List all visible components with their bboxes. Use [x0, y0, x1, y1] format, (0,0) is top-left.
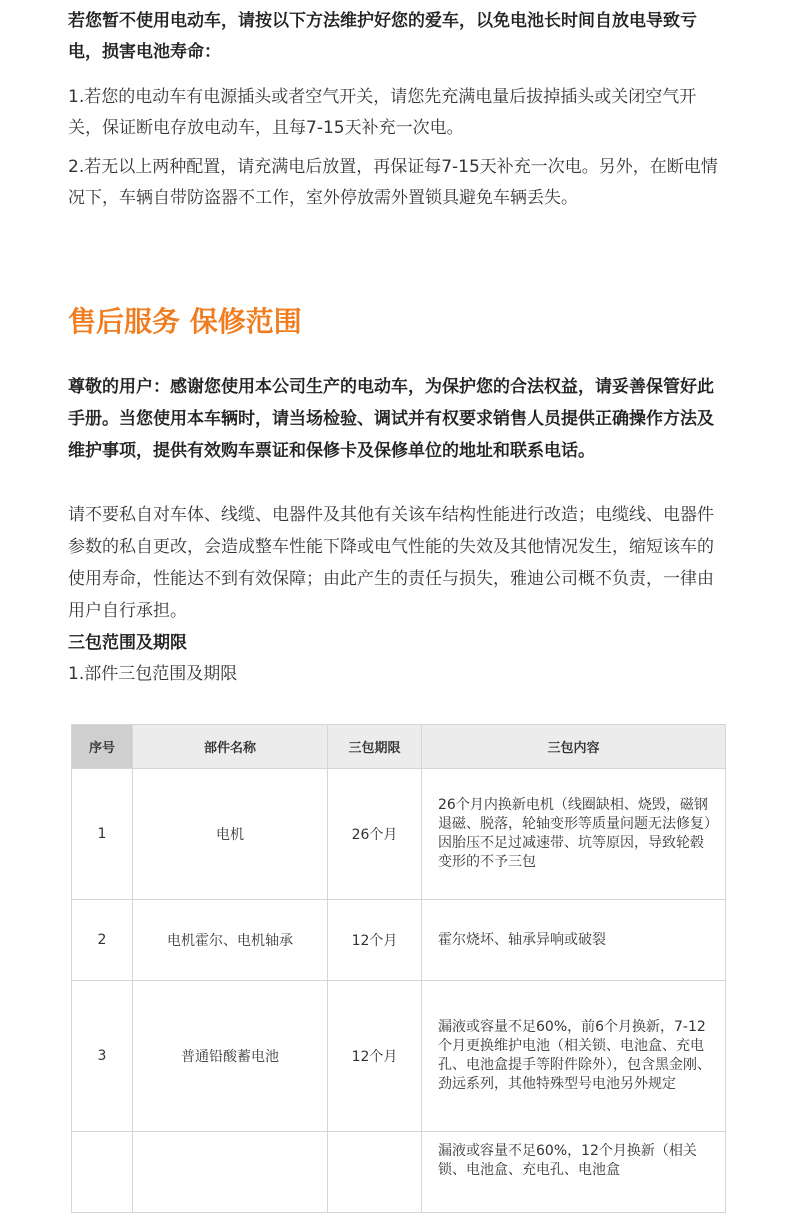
row-period: 26个月: [328, 769, 422, 900]
row-no: 3: [72, 981, 133, 1132]
table-row: [72, 981, 726, 1132]
row-no: 2: [72, 900, 133, 981]
care-item-1: 1.若您的电动车有电源插头或者空气开关，请您先充满电量后拔掉插头或关闭空气开关，保证断电存放电动车，且每7-15天补充一次电。: [68, 87, 697, 138]
row-period: 12个月: [328, 981, 422, 1132]
row-content: 漏液或容量不足60%，前6个月换新，7-12个月更换维护电池（相关锁、电池盒、充电孔、电池盒提手等附件除外），包含黑金刚、劲远系列，其他特殊型号电池另外规定: [422, 981, 726, 1132]
row-no: 1: [72, 769, 133, 900]
warranty-heading: 三包范围及期限: [68, 633, 187, 653]
row-no: [72, 1132, 133, 1213]
care-item-2: 2.若无以上两种配置，请充满电后放置，再保证每7-15天补充一次电。另外，在断电情况下，车辆自带防盗器不工作，室外停放需外置锁具避免车辆丢失。: [68, 157, 718, 208]
respect-paragraph: 尊敬的用户：感谢您使用本公司生产的电动车，为保护您的合法权益，请妥善保管好此手册。当您使用本车辆时，请当场检验、调试并有权要求销售人员提供正确操作方法及维护事项，提供有效购车票证和保修卡及保修单位的地址和联系电话。: [68, 377, 714, 461]
row-content: 漏液或容量不足60%，12个月换新（相关锁、电池盒、充电孔、电池盒: [422, 1132, 726, 1213]
warning-paragraph: 请不要私自对车体、线缆、电器件及其他有关该车结构性能进行改造；电缆线、电器件参数的私自更改，会造成整车性能下降或电气性能的失效及其他情况发生，缩短该车的使用寿命，性能达不到有效保障；由此产生的责任与损失，雅迪公司概不负责，一律由用户自行承担。: [68, 505, 714, 621]
row-content: 霍尔烧坏、轴承异响或破裂: [422, 900, 726, 981]
warranty-table: [71, 724, 726, 1213]
header-part: 部件名称: [133, 725, 328, 769]
row-period: [328, 1132, 422, 1213]
table-header-row: [72, 725, 726, 769]
section-title: 售后服务 保修范围: [68, 305, 302, 338]
header-content: 三包内容: [422, 725, 726, 769]
row-part: 普通铅酸蓄电池: [133, 981, 328, 1132]
header-no: 序号: [72, 725, 133, 769]
intro-paragraph: 若您暂不使用电动车，请按以下方法维护好您的爱车，以免电池长时间自放电导致亏电，损害电池寿命：: [68, 11, 697, 62]
table-row: [72, 1132, 726, 1213]
table-row: [72, 769, 726, 900]
row-part: [133, 1132, 328, 1213]
table-row: [72, 900, 726, 981]
row-part: 电机: [133, 769, 328, 900]
row-content: 26个月内换新电机（线圈缺相、烧毁，磁钢退磁、脱落，轮轴变形等质量问题无法修复）因胎压不足过减速带、坑等原因，导致轮毂变形的不予三包: [422, 769, 726, 900]
header-period: 三包期限: [328, 725, 422, 769]
parts-heading: 1.部件三包范围及期限: [68, 664, 238, 684]
row-period: 12个月: [328, 900, 422, 981]
row-part: 电机霍尔、电机轴承: [133, 900, 328, 981]
